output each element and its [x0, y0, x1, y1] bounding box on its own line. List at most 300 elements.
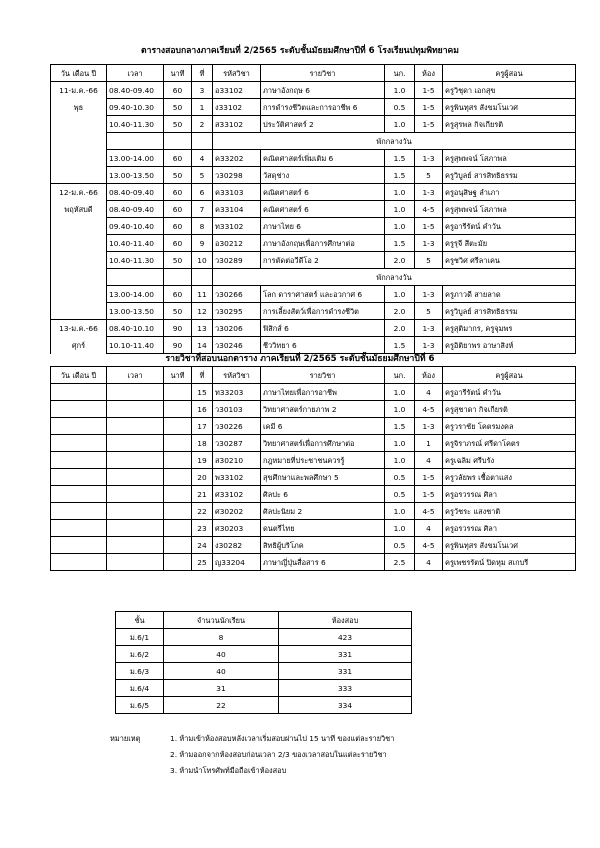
table-row	[51, 320, 576, 337]
time-cell: 13.00-13.50	[107, 167, 164, 184]
class-cell: ม.6/3	[116, 663, 164, 680]
table-row	[51, 116, 576, 133]
minutes-cell	[164, 452, 192, 469]
room-cell: 4	[415, 452, 443, 469]
date-cell	[51, 269, 107, 286]
subject-cell: คณิตศาสตร์ 6	[261, 201, 385, 218]
room-cell: 1-3	[415, 418, 443, 435]
minutes-cell: 50	[164, 252, 192, 269]
number-cell: 25	[192, 554, 213, 571]
date-cell	[51, 167, 107, 184]
number-cell: 11	[192, 286, 213, 303]
column-header: เวลา	[107, 367, 164, 384]
room-cell: 4-5	[415, 201, 443, 218]
credit-cell: 1.0	[385, 503, 415, 520]
date-cell	[51, 537, 107, 554]
code-cell: อ30212	[213, 235, 261, 252]
date-cell: พุธ	[51, 99, 107, 116]
room-cell: 334	[279, 697, 412, 714]
time-cell	[107, 384, 164, 401]
credit-cell: 1.0	[385, 82, 415, 99]
table-row	[51, 82, 576, 99]
column-header: วัน เดือน ปี	[51, 65, 107, 82]
table-row	[51, 401, 576, 418]
time-cell	[107, 537, 164, 554]
credit-cell: 1.0	[385, 452, 415, 469]
teacher-cell: ครูอารีรัตน์ คำวัน	[443, 218, 576, 235]
lunch-break-label: พักกลางวัน	[213, 133, 576, 150]
teacher-cell: ครูภาวดี สายลาด	[443, 286, 576, 303]
credit-cell: 1.5	[385, 167, 415, 184]
time-cell: 09.40-10.40	[107, 218, 164, 235]
lunch-break-row	[51, 269, 576, 286]
column-header: รายวิชา	[261, 367, 385, 384]
time-cell	[107, 486, 164, 503]
time-cell: 10.40-11.30	[107, 252, 164, 269]
number-cell: 19	[192, 452, 213, 469]
column-header: ที่	[192, 65, 213, 82]
room-cell: 1-3	[415, 337, 443, 354]
table-row	[51, 384, 576, 401]
teacher-cell: ครูสุพพจน์ โสภาพล	[443, 150, 576, 167]
room-cell: 1-5	[415, 82, 443, 99]
date-cell	[51, 452, 107, 469]
subject-cell: ประวัติศาสตร์ 2	[261, 116, 385, 133]
table-row	[51, 235, 576, 252]
number-cell: 7	[192, 201, 213, 218]
room-cell: 1-5	[415, 116, 443, 133]
credit-cell: 0.5	[385, 537, 415, 554]
table-row	[116, 663, 412, 680]
table-header-row	[51, 367, 576, 384]
teacher-cell: ครูพินทุสร สังขมโนเวศ	[443, 537, 576, 554]
number-cell: 8	[192, 218, 213, 235]
date-cell	[51, 235, 107, 252]
credit-cell: 1.5	[385, 418, 415, 435]
number-cell: 5	[192, 167, 213, 184]
room-cell: 5	[415, 303, 443, 320]
note-item: 3. ห้ามนำโทรศัพท์มือถือเข้าห้องสอบ	[170, 766, 287, 775]
notes-label: หมายเหตุ	[110, 734, 141, 743]
date-cell: 13-ม.ค.-66	[51, 320, 107, 337]
teacher-cell: ครูอรวรรณ ศิลา	[443, 486, 576, 503]
exam-schedule-title: ตารางสอบกลางภาคเรียนที่ 2/2565 ระดับชั้นมัธยมศึกษาปีที่ 6 โรงเรียนปทุมพิทยาคม	[141, 46, 459, 56]
date-cell: ศุกร์	[51, 337, 107, 354]
credit-cell: 2.0	[385, 252, 415, 269]
minutes-cell: 60	[164, 286, 192, 303]
teacher-cell: ครูพินทุสร สังขมโนเวศ	[443, 99, 576, 116]
code-cell: ค33103	[213, 184, 261, 201]
credit-cell: 0.5	[385, 99, 415, 116]
code-cell: ว30266	[213, 286, 261, 303]
subject-cell: ชีววิทยา 6	[261, 337, 385, 354]
time-cell: 10.40-11.40	[107, 235, 164, 252]
table-row	[51, 503, 576, 520]
code-cell: ว30289	[213, 252, 261, 269]
minutes-cell	[164, 554, 192, 571]
credit-cell: 2.0	[385, 320, 415, 337]
teacher-cell: ครูสุชาดา กิจเกียรติ	[443, 401, 576, 418]
room-cell: 1	[415, 435, 443, 452]
code-cell: ญ33204	[213, 554, 261, 571]
credit-cell: 2.0	[385, 303, 415, 320]
class-cell: ม.6/5	[116, 697, 164, 714]
room-cell: 333	[279, 680, 412, 697]
teacher-cell: ครูอรวรรณ ศิลา	[443, 520, 576, 537]
room-cell: 4-5	[415, 537, 443, 554]
number-cell: 6	[192, 184, 213, 201]
number-cell: 3	[192, 82, 213, 99]
code-cell: ท33102	[213, 218, 261, 235]
date-cell	[51, 150, 107, 167]
credit-cell: 1.0	[385, 435, 415, 452]
code-cell: ค33104	[213, 201, 261, 218]
students-cell: 31	[164, 680, 279, 697]
room-cell: 331	[279, 663, 412, 680]
date-cell	[51, 116, 107, 133]
credit-cell: 2.5	[385, 554, 415, 571]
credit-cell: 1.0	[385, 184, 415, 201]
teacher-cell: ครูวัชระ แสงชาติ	[443, 503, 576, 520]
room-cell: 1-3	[415, 184, 443, 201]
teacher-cell: ครูสุพพจน์ โสภาพล	[443, 201, 576, 218]
table-row	[51, 554, 576, 571]
column-header: ห้องสอบ	[279, 612, 412, 629]
date-cell	[51, 418, 107, 435]
credit-cell: 1.0	[385, 201, 415, 218]
code-cell: ส33102	[213, 116, 261, 133]
students-cell: 22	[164, 697, 279, 714]
number-cell: 2	[192, 116, 213, 133]
empty-cell	[192, 133, 213, 150]
subject-cell: ดนตรีไทย	[261, 520, 385, 537]
column-header: นาที	[164, 367, 192, 384]
subject-cell: ภาษาญี่ปุ่นสื่อสาร 6	[261, 554, 385, 571]
code-cell: ศ30203	[213, 520, 261, 537]
table-row	[51, 537, 576, 554]
students-cell: 40	[164, 663, 279, 680]
minutes-cell	[164, 384, 192, 401]
teacher-cell: ครูอารีรัตน์ คำวัน	[443, 384, 576, 401]
time-cell: 08.40-09.40	[107, 184, 164, 201]
table-row	[51, 418, 576, 435]
room-cell: 423	[279, 629, 412, 646]
table-row	[51, 469, 576, 486]
credit-cell: 0.5	[385, 486, 415, 503]
teacher-cell: ครูเฉลิม ศรีบรัง	[443, 452, 576, 469]
code-cell: ค33202	[213, 150, 261, 167]
credit-cell: 1.0	[385, 384, 415, 401]
time-cell	[107, 435, 164, 452]
subject-cell: สุขศึกษาและพลศึกษา 5	[261, 469, 385, 486]
room-cell: 1-3	[415, 286, 443, 303]
class-cell: ม.6/2	[116, 646, 164, 663]
date-cell	[51, 435, 107, 452]
column-header: วัน เดือน ปี	[51, 367, 107, 384]
table-row	[116, 697, 412, 714]
room-cell: 5	[415, 252, 443, 269]
room-cell: 4	[415, 520, 443, 537]
number-cell: 20	[192, 469, 213, 486]
outside-schedule-table	[50, 366, 576, 571]
table-row	[51, 252, 576, 269]
room-cell: 4	[415, 554, 443, 571]
room-cell: 331	[279, 646, 412, 663]
date-cell	[51, 218, 107, 235]
table-row	[116, 629, 412, 646]
table-row	[51, 218, 576, 235]
minutes-cell: 90	[164, 337, 192, 354]
table-row	[51, 303, 576, 320]
credit-cell: 1.5	[385, 150, 415, 167]
code-cell: ว30226	[213, 418, 261, 435]
outside-schedule-title: รายวิชาที่สอบนอกตาราง ภาคเรียนที่ 2/2565 ระดับชั้นมัธยมศึกษาปีที่ 6	[165, 354, 435, 364]
date-cell	[51, 469, 107, 486]
minutes-cell	[164, 435, 192, 452]
credit-cell: 1.5	[385, 235, 415, 252]
minutes-cell	[164, 486, 192, 503]
column-header: ห้อง	[415, 367, 443, 384]
column-header: นก.	[385, 367, 415, 384]
teacher-cell: ครูชวิศ ศรีลาเคน	[443, 252, 576, 269]
column-header: จำนวนนักเรียน	[164, 612, 279, 629]
time-cell	[107, 520, 164, 537]
credit-cell: 1.0	[385, 218, 415, 235]
empty-cell	[107, 133, 164, 150]
time-cell: 10.40-11.30	[107, 116, 164, 133]
code-cell: ศ33102	[213, 486, 261, 503]
minutes-cell	[164, 520, 192, 537]
empty-cell	[192, 269, 213, 286]
table-row	[116, 646, 412, 663]
empty-cell	[107, 269, 164, 286]
lunch-break-row	[51, 133, 576, 150]
teacher-cell: ครูวลัยพร เชื้อตาแสง	[443, 469, 576, 486]
subject-cell: ภาษาอังกฤษ 6	[261, 82, 385, 99]
subject-cell: ศิลปะ 6	[261, 486, 385, 503]
teacher-cell: ครูสุรพล กิจเกียรติ	[443, 116, 576, 133]
teacher-cell: ครูอิติยาพร อาษาสิงห์	[443, 337, 576, 354]
teacher-cell: ครูจิราภรณ์ ศรีดาโคตร	[443, 435, 576, 452]
column-header: ครูผู้สอน	[443, 367, 576, 384]
number-cell: 12	[192, 303, 213, 320]
room-cell: 1-3	[415, 150, 443, 167]
number-cell: 24	[192, 537, 213, 554]
code-cell: ง33102	[213, 99, 261, 116]
column-header: รายวิชา	[261, 65, 385, 82]
code-cell: ว30295	[213, 303, 261, 320]
number-cell: 9	[192, 235, 213, 252]
room-cell: 1-3	[415, 235, 443, 252]
teacher-cell: ครูรุจี สีตะมัย	[443, 235, 576, 252]
class-cell: ม.6/1	[116, 629, 164, 646]
column-header: เวลา	[107, 65, 164, 82]
column-header: ชั้น	[116, 612, 164, 629]
subject-cell: คณิตศาสตร์ 6	[261, 184, 385, 201]
exam-room-table	[115, 611, 412, 714]
minutes-cell	[164, 401, 192, 418]
number-cell: 21	[192, 486, 213, 503]
code-cell: ว30298	[213, 167, 261, 184]
table-row	[51, 520, 576, 537]
number-cell: 15	[192, 384, 213, 401]
subject-cell: วัสดุช่าง	[261, 167, 385, 184]
code-cell: ง30282	[213, 537, 261, 554]
subject-cell: การดำรงชีวิตและการอาชีพ 6	[261, 99, 385, 116]
code-cell: อ33102	[213, 82, 261, 99]
notes-list	[170, 731, 394, 779]
subject-cell: การตัดต่อวีดีโอ 2	[261, 252, 385, 269]
subject-cell: เคมี 6	[261, 418, 385, 435]
empty-cell	[164, 269, 192, 286]
subject-cell: สิทธิผู้บริโภค	[261, 537, 385, 554]
date-cell	[51, 554, 107, 571]
subject-cell: การเลี้ยงสัตว์เพื่อการดำรงชีวิต	[261, 303, 385, 320]
number-cell: 16	[192, 401, 213, 418]
number-cell: 22	[192, 503, 213, 520]
table-header-row	[116, 612, 412, 629]
table-row	[51, 435, 576, 452]
table-row	[51, 486, 576, 503]
time-cell	[107, 401, 164, 418]
minutes-cell: 60	[164, 218, 192, 235]
room-cell: 4	[415, 384, 443, 401]
time-cell: 13.00-14.00	[107, 150, 164, 167]
table-row	[51, 99, 576, 116]
subject-cell: ศิลปะนิยม 2	[261, 503, 385, 520]
subject-cell: ภาษาไทยเพื่อการอาชีพ	[261, 384, 385, 401]
students-cell: 40	[164, 646, 279, 663]
table-row	[51, 150, 576, 167]
code-cell: ท33203	[213, 384, 261, 401]
room-cell: 1-5	[415, 469, 443, 486]
code-cell: ว30246	[213, 337, 261, 354]
subject-cell: โลก ดาราศาสตร์ และอวกาศ 6	[261, 286, 385, 303]
teacher-cell: ครูวิบูลย์ สารสิทธิธรรม	[443, 303, 576, 320]
date-cell: 12-ม.ค.-66	[51, 184, 107, 201]
time-cell: 10.10-11.40	[107, 337, 164, 354]
date-cell: 11-ม.ค.-66	[51, 82, 107, 99]
note-item: 2. ห้ามออกจากห้องสอบก่อนเวลา 2/3 ของเวลาสอบในแต่ละรายวิชา	[170, 750, 387, 759]
time-cell	[107, 452, 164, 469]
code-cell: ว30287	[213, 435, 261, 452]
credit-cell: 0.5	[385, 469, 415, 486]
class-cell: ม.6/4	[116, 680, 164, 697]
room-cell: 1-3	[415, 320, 443, 337]
subject-cell: วิทยาศาสตร์เพื่อการศึกษาต่อ	[261, 435, 385, 452]
midterm-schedule-table	[50, 64, 576, 354]
subject-cell: ฟิสิกส์ 6	[261, 320, 385, 337]
subject-cell: กฎหมายที่ประชาชนควรรู้	[261, 452, 385, 469]
number-cell: 10	[192, 252, 213, 269]
minutes-cell: 60	[164, 184, 192, 201]
column-header: ห้อง	[415, 65, 443, 82]
credit-cell: 1.5	[385, 337, 415, 354]
code-cell: ว30206	[213, 320, 261, 337]
number-cell: 23	[192, 520, 213, 537]
time-cell	[107, 418, 164, 435]
date-cell	[51, 286, 107, 303]
minutes-cell	[164, 418, 192, 435]
subject-cell: วิทยาศาสตร์กายภาพ 2	[261, 401, 385, 418]
time-cell	[107, 503, 164, 520]
time-cell: 08.40-09.40	[107, 82, 164, 99]
table-row	[51, 184, 576, 201]
minutes-cell: 60	[164, 201, 192, 218]
time-cell: 08.40-10.10	[107, 320, 164, 337]
credit-cell: 1.0	[385, 116, 415, 133]
subject-cell: ภาษาไทย 6	[261, 218, 385, 235]
time-cell: 13.00-13.50	[107, 303, 164, 320]
date-cell	[51, 486, 107, 503]
date-cell	[51, 384, 107, 401]
table-header-row	[51, 65, 576, 82]
teacher-cell: ครูเพชรรัตน์ ปิดหุม สเกบรี	[443, 554, 576, 571]
minutes-cell	[164, 537, 192, 554]
empty-cell	[164, 133, 192, 150]
minutes-cell: 50	[164, 303, 192, 320]
teacher-cell: ครูสุติมากร, ครูจุมพร	[443, 320, 576, 337]
column-header: รหัสวิชา	[213, 65, 261, 82]
note-item: 1. ห้ามเข้าห้องสอบหลังเวลาเริ่มสอบผ่านไป 15 นาที ของแต่ละรายวิชา	[170, 734, 395, 743]
lunch-break-label: พักกลางวัน	[213, 269, 576, 286]
minutes-cell: 60	[164, 235, 192, 252]
room-cell: 1-5	[415, 486, 443, 503]
credit-cell: 1.0	[385, 286, 415, 303]
time-cell	[107, 469, 164, 486]
table-row	[51, 286, 576, 303]
date-cell	[51, 252, 107, 269]
number-cell: 17	[192, 418, 213, 435]
code-cell: พ33102	[213, 469, 261, 486]
room-cell: 4-5	[415, 503, 443, 520]
room-cell: 5	[415, 167, 443, 184]
date-cell	[51, 401, 107, 418]
minutes-cell	[164, 503, 192, 520]
number-cell: 14	[192, 337, 213, 354]
minutes-cell: 50	[164, 167, 192, 184]
column-header: นก.	[385, 65, 415, 82]
code-cell: ศ30202	[213, 503, 261, 520]
teacher-cell: ครูวิชุดา เอกสุข	[443, 82, 576, 99]
time-cell: 09.40-10.30	[107, 99, 164, 116]
minutes-cell: 60	[164, 82, 192, 99]
table-row	[51, 452, 576, 469]
date-cell	[51, 520, 107, 537]
credit-cell: 1.0	[385, 520, 415, 537]
date-cell	[51, 503, 107, 520]
number-cell: 4	[192, 150, 213, 167]
time-cell: 08.40-09.40	[107, 201, 164, 218]
teacher-cell: ครูวิบูลย์ สารสิทธิธรรม	[443, 167, 576, 184]
minutes-cell: 90	[164, 320, 192, 337]
number-cell: 18	[192, 435, 213, 452]
minutes-cell	[164, 469, 192, 486]
table-row	[51, 201, 576, 218]
room-cell: 1-5	[415, 218, 443, 235]
subject-cell: คณิตศาสตร์เพิ่มเติม 6	[261, 150, 385, 167]
code-cell: ส30210	[213, 452, 261, 469]
date-cell	[51, 303, 107, 320]
column-header: รหัสวิชา	[213, 367, 261, 384]
date-cell	[51, 133, 107, 150]
number-cell: 13	[192, 320, 213, 337]
room-cell: 1-5	[415, 99, 443, 116]
column-header: ที่	[192, 367, 213, 384]
column-header: นาที	[164, 65, 192, 82]
date-cell: พฤหัสบดี	[51, 201, 107, 218]
minutes-cell: 50	[164, 99, 192, 116]
